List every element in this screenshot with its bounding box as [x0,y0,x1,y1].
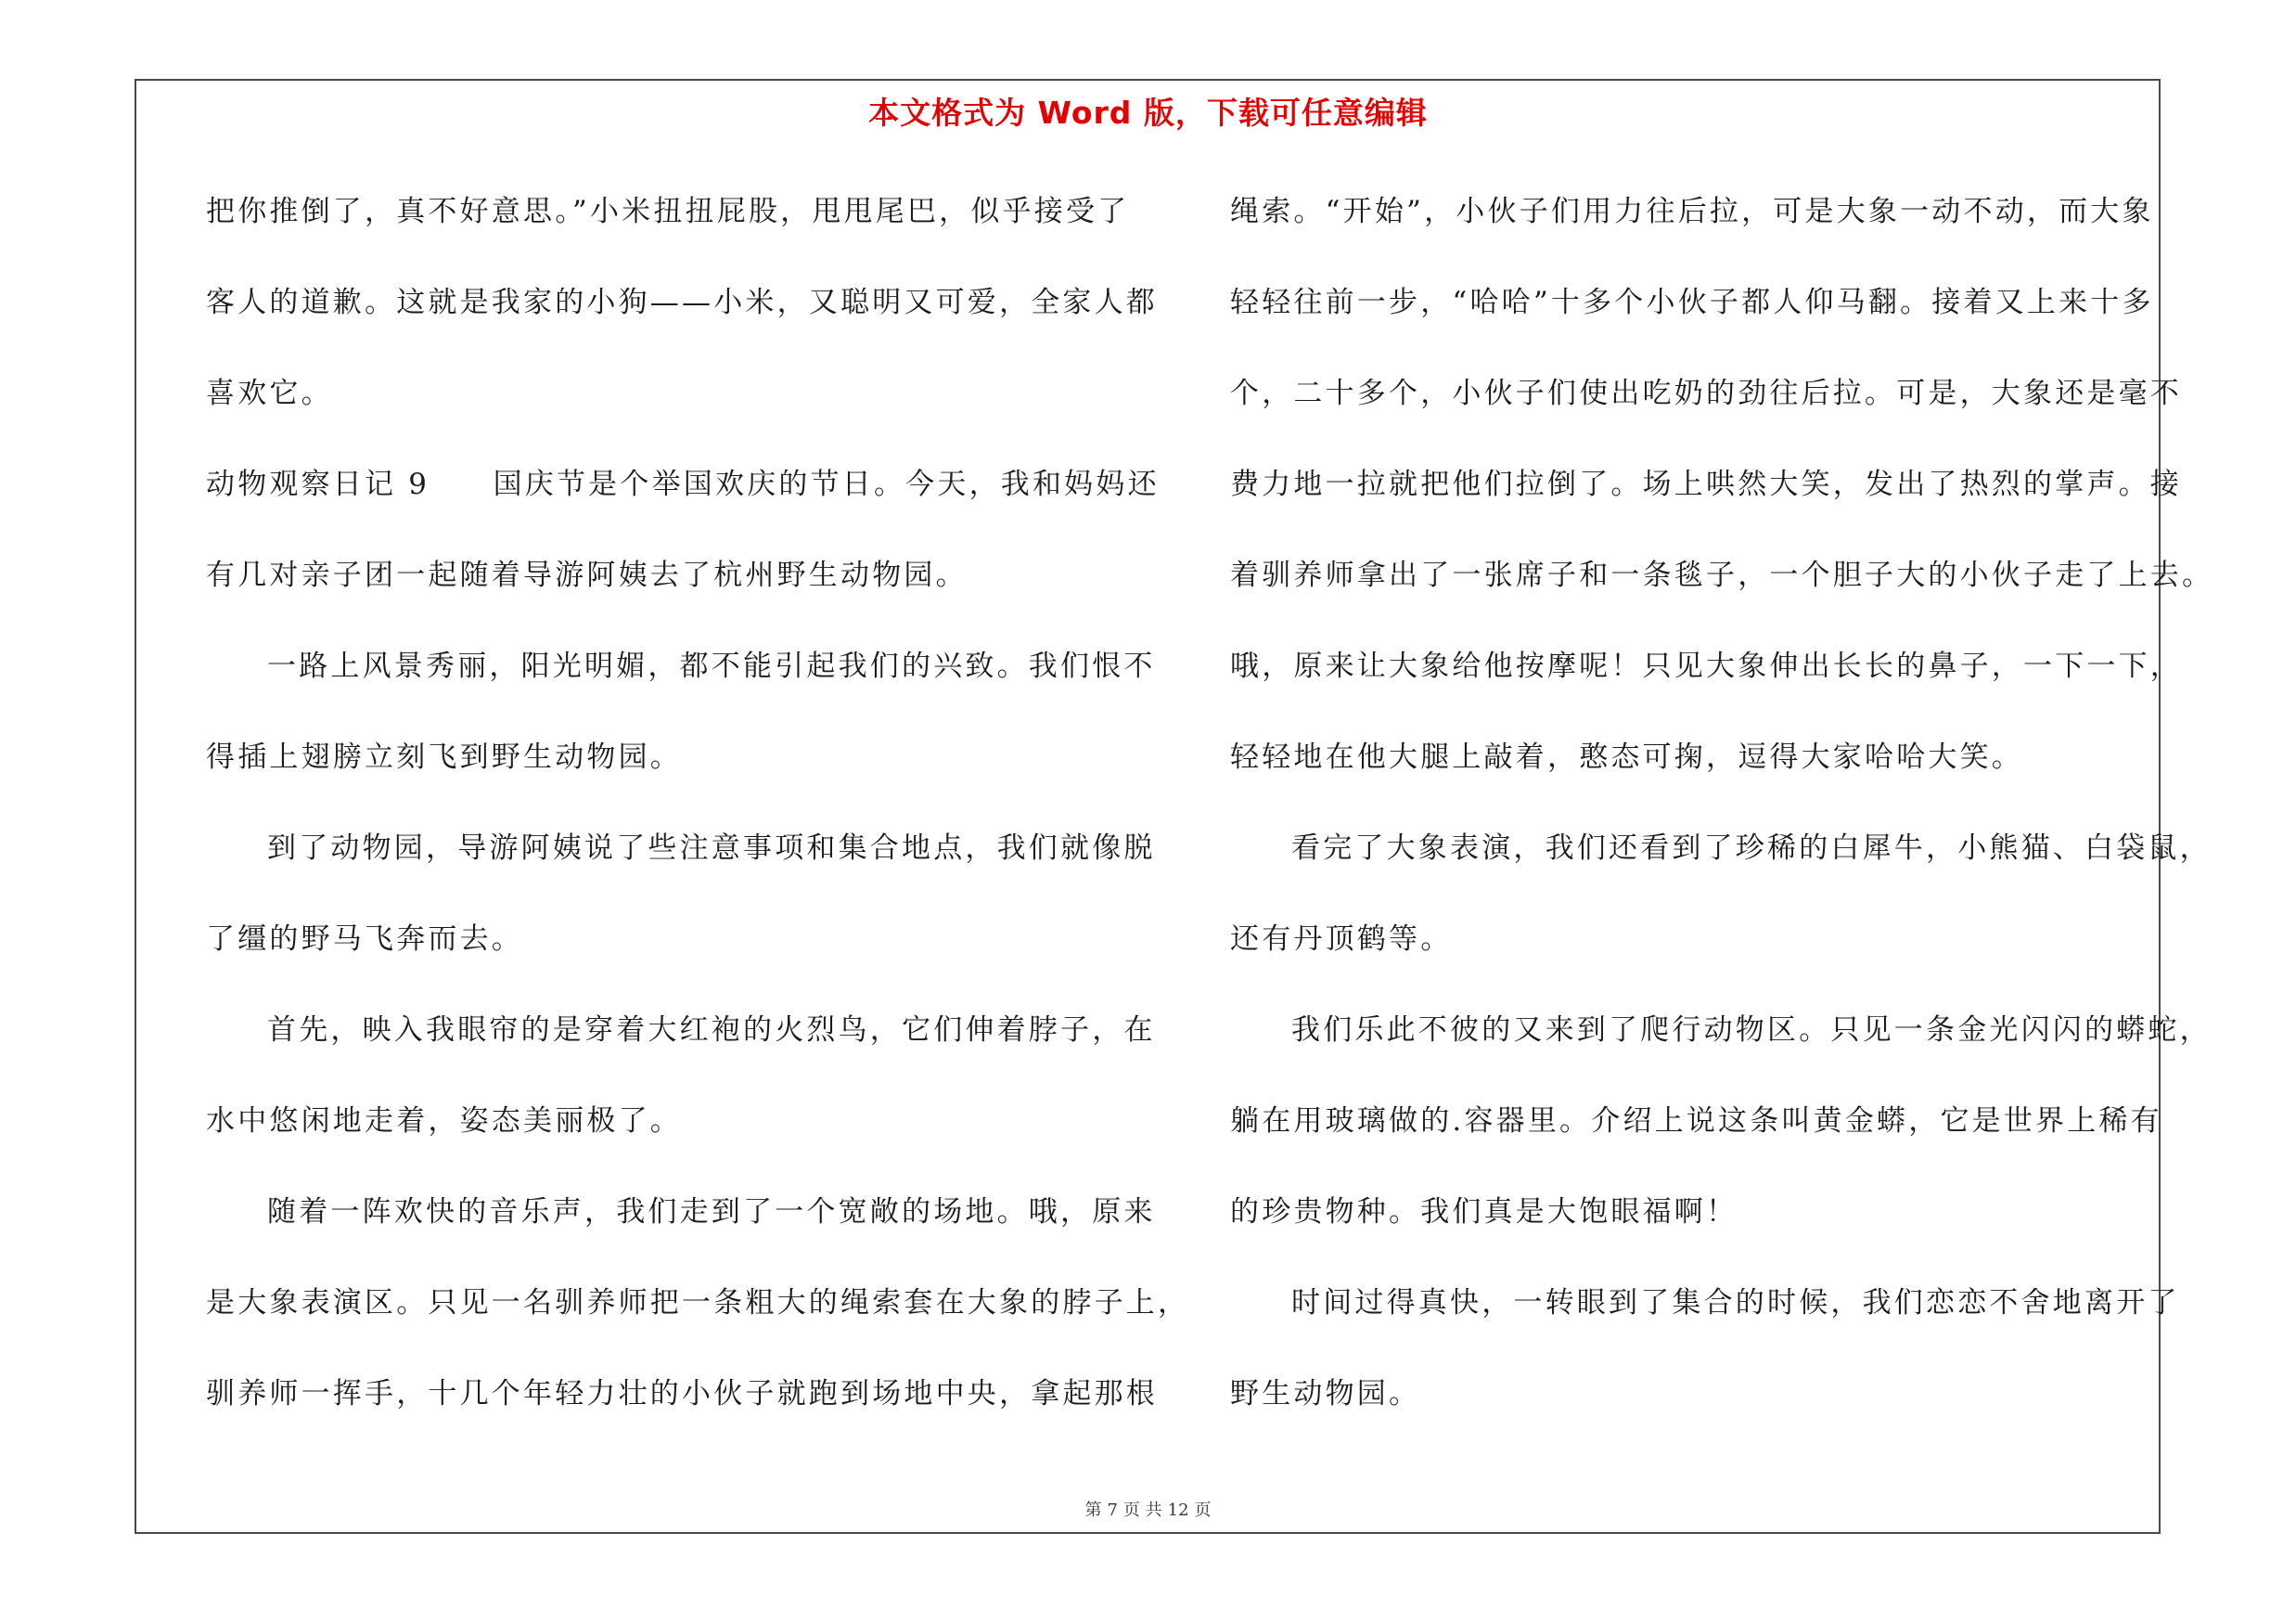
text-line: 有几对亲子团一起随着导游阿姨去了杭州野生动物园。 [206,559,968,592]
text-line: 一路上风景秀丽，阳光明媚，都不能引起我们的兴致。我们恨不 [267,650,1156,683]
text-line: 首先，映入我眼帘的是穿着大红袍的火烈鸟，它们伸着脖子，在 [267,1013,1156,1047]
page-footer [0,1497,2296,1521]
text-line: 时间过得真快，一转眼到了集合的时候，我们恋恋不舍地离开了 [1291,1286,2180,1320]
text-line: 还有丹顶鹤等。 [1230,922,1453,956]
text-line: 轻轻地在他大腿上敲着，憨态可掬，逗得大家哈哈大笑。 [1230,741,2023,774]
text-line: 水中悠闲地走着，姿态美丽极了。 [206,1104,682,1138]
page-label-suffix: 页 [1194,1501,1212,1520]
text-line: 躺在用玻璃做的.容器里。介绍上说这条叫黄金蟒，它是世界上稀有 [1230,1104,2162,1138]
page-label-prefix: 第 [1084,1501,1102,1520]
page-current: 7 [1107,1501,1118,1520]
text-line: 费力地一拉就把他们拉倒了。场上哄然大笑，发出了热烈的掌声。接 [1230,468,2182,501]
page-total: 12 [1167,1501,1189,1520]
text-line: 动物观察日记 9 国庆节是个举国欢庆的节日。今天，我和妈妈还 [206,468,1160,501]
text-line: 哦，原来让大象给他按摩呢！只见大象伸出长长的鼻子，一下一下， [1230,650,2182,683]
text-line: 是大象表演区。只见一名驯养师把一条粗大的绳索套在大象的脖子上， [206,1286,1190,1320]
right-text-column [1230,178,2214,1451]
document-banner: 本文格式为 Word 版，下载可任意编辑 [868,95,1428,131]
text-line: 客人的道歉。这就是我家的小狗——小米，又聪明又可爱，全家人都 [206,286,1158,319]
text-line: 到了动物园，导游阿姨说了些注意事项和集合地点，我们就像脱 [267,831,1156,865]
text-line: 看完了大象表演，我们还看到了珍稀的白犀牛，小熊猫、白袋鼠， [1291,831,2212,865]
text-line: 喜欢它。 [206,377,333,410]
text-line: 把你推倒了，真不好意思。”小米扭扭屁股，甩甩尾巴，似乎接受了 [206,195,1130,228]
text-line: 个，二十多个，小伙子们使出吃奶的劲往后拉。可是，大象还是毫不 [1230,377,2182,410]
left-text-column [206,178,1190,1451]
text-line: 着驯养师拿出了一张席子和一条毯子，一个胆子大的小伙子走了上去。 [1230,559,2214,592]
text-line: 我们乐此不彼的又来到了爬行动物区。只见一条金光闪闪的蟒蛇， [1291,1013,2212,1047]
text-line: 轻轻往前一步，“哈哈”十多个小伙子都人仰马翻。接着又上来十多 [1230,286,2154,319]
text-line: 了缰的野马飞奔而去。 [206,922,523,956]
page-label-mid: 页 共 [1122,1501,1162,1520]
text-line: 绳索。“开始”，小伙子们用力往后拉，可是大象一动不动，而大象 [1230,195,2154,228]
text-line: 的珍贵物种。我们真是大饱眼福啊！ [1230,1195,1738,1229]
text-line: 野生动物园。 [1230,1377,1421,1410]
text-line: 得插上翅膀立刻飞到野生动物园。 [206,741,682,774]
text-line: 随着一阵欢快的音乐声，我们走到了一个宽敞的场地。哦，原来 [267,1195,1156,1229]
text-line: 驯养师一挥手，十几个年轻力壮的小伙子就跑到场地中央，拿起那根 [206,1377,1158,1410]
